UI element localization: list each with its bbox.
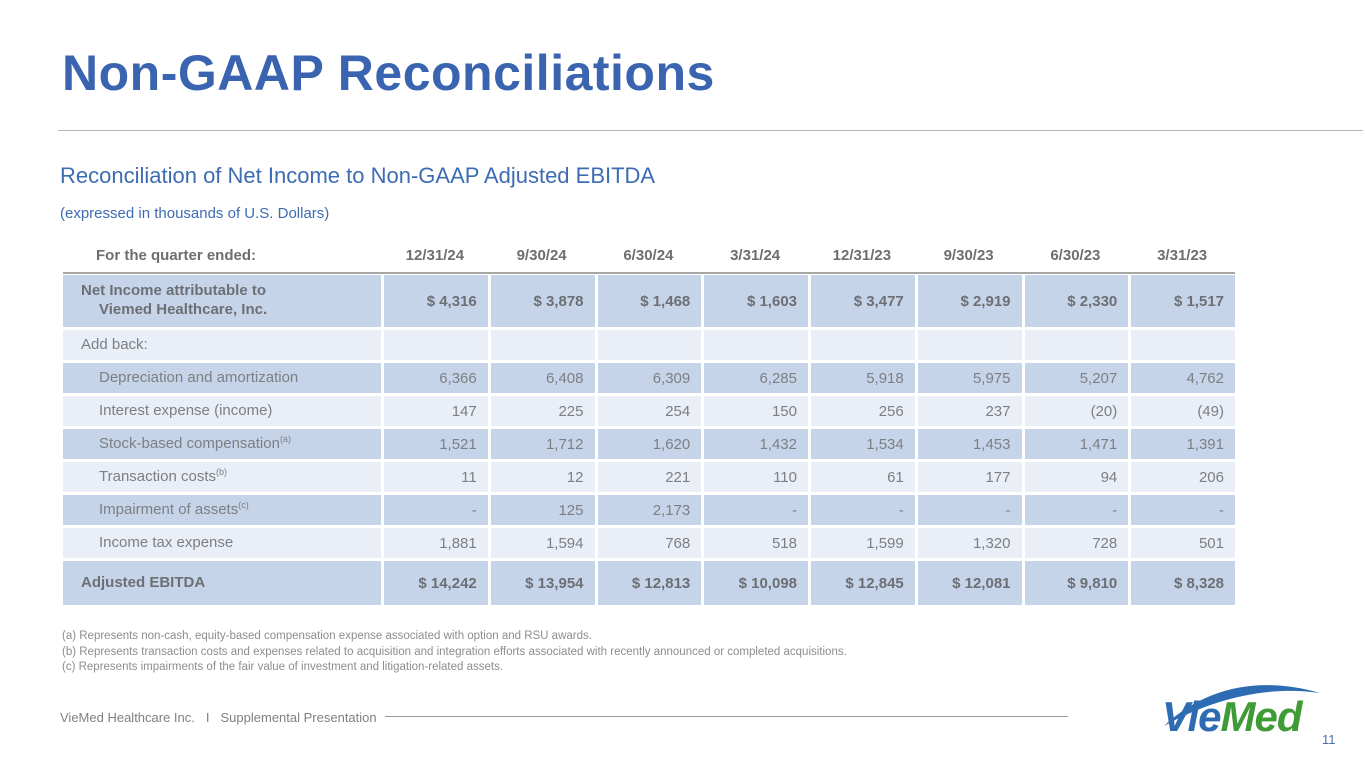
row-value: $ 9,810 — [1025, 561, 1129, 605]
row-value: 256 — [811, 396, 915, 426]
row-label: Transaction costs$^{(b)}$ — [63, 462, 381, 492]
row-value: 225 — [491, 396, 595, 426]
row-value: - — [918, 495, 1022, 525]
row-value: 237 — [918, 396, 1022, 426]
row-value — [1025, 330, 1129, 360]
table-header-row — [63, 238, 1235, 272]
row-value: $ 3,878 — [491, 275, 595, 327]
viemed-logo — [1160, 680, 1330, 754]
row-value: 728 — [1025, 528, 1129, 558]
row-label: Adjusted EBITDA — [63, 561, 381, 605]
row-value: 177 — [918, 462, 1022, 492]
footnote-a: (a) Represents non-cash, equity-based compensation expense associated with option and RSU awards. — [62, 630, 592, 642]
footer-divider — [385, 716, 1068, 717]
row-value — [918, 330, 1022, 360]
row-value: $ 3,477 — [811, 275, 915, 327]
row-value: $ 10,098 — [704, 561, 808, 605]
column-header: 12/31/23 — [832, 246, 892, 264]
logo-vie-text: Vie — [1162, 693, 1221, 740]
row-value: $ 12,081 — [918, 561, 1022, 605]
footer — [60, 693, 1365, 768]
table-header-label: For the quarter ended: — [96, 246, 257, 264]
row-value: 5,207 — [1025, 363, 1129, 393]
row-value: $ 13,954 — [491, 561, 595, 605]
row-value: 94 — [1025, 462, 1129, 492]
row-value: $ 1,517 — [1131, 275, 1235, 327]
row-value: - — [811, 495, 915, 525]
column-header: 6/30/23 — [1050, 246, 1101, 264]
row-value: 11 — [384, 462, 488, 492]
row-value: $ 12,813 — [598, 561, 702, 605]
row-value: 150 — [704, 396, 808, 426]
row-label: Stock-based compensation$^{(a)}$ — [63, 429, 381, 459]
row-value: $ 8,328 — [1131, 561, 1235, 605]
row-label: Add back: — [63, 330, 381, 360]
row-value: 221 — [598, 462, 702, 492]
row-value: 5,975 — [918, 363, 1022, 393]
row-value: - — [704, 495, 808, 525]
row-value: $ 14,242 — [384, 561, 488, 605]
row-value: 6,366 — [384, 363, 488, 393]
row-value: 501 — [1131, 528, 1235, 558]
subtitle: Reconciliation of Net Income to Non-GAAP Adjusted EBITDA — [60, 163, 656, 188]
row-value: $ 2,919 — [918, 275, 1022, 327]
reconciliation-table — [63, 238, 1235, 605]
row-value: 147 — [384, 396, 488, 426]
title-divider — [58, 130, 1363, 131]
logo-wordmark — [1162, 694, 1301, 740]
row-label: Income tax expense — [63, 528, 381, 558]
column-header: 3/31/23 — [1157, 246, 1208, 264]
row-value: 768 — [598, 528, 702, 558]
row-value: 5,918 — [811, 363, 915, 393]
row-value: $ 12,845 — [811, 561, 915, 605]
footer-company: VieMed Healthcare Inc. — [60, 710, 195, 725]
row-value: 206 — [1131, 462, 1235, 492]
footer-doc-title: Supplemental Presentation — [220, 710, 377, 725]
page-title: Non-GAAP Reconciliations — [62, 45, 715, 101]
footer-separator: I — [205, 710, 210, 725]
table-top-border — [63, 272, 1235, 274]
row-value: 6,408 — [491, 363, 595, 393]
footnote-marker: (a) — [279, 433, 291, 444]
table-body — [63, 275, 1235, 605]
row-value: $ 4,316 — [384, 275, 488, 327]
page-number: 11 — [1322, 732, 1336, 747]
footnote-marker: (c) — [238, 499, 249, 510]
row-value: 1,620 — [598, 429, 702, 459]
row-value — [1131, 330, 1235, 360]
row-value: 254 — [598, 396, 702, 426]
row-value: 1,320 — [918, 528, 1022, 558]
row-label: Impairment of assets$^{(c)}$ — [63, 495, 381, 525]
column-header: 12/31/24 — [405, 246, 465, 264]
row-value: 1,534 — [811, 429, 915, 459]
row-value: 125 — [491, 495, 595, 525]
column-header: 9/30/24 — [516, 246, 567, 264]
row-label: Interest expense (income) — [63, 396, 381, 426]
row-value — [491, 330, 595, 360]
row-value: 1,453 — [918, 429, 1022, 459]
row-value: 2,173 — [598, 495, 702, 525]
row-value: 1,712 — [491, 429, 595, 459]
row-value: $ 1,603 — [704, 275, 808, 327]
footnote-c: (c) Represents impairments of the fair value of investment and litigation-related assets. — [62, 661, 504, 674]
row-value: 1,881 — [384, 528, 488, 558]
row-value: 1,599 — [811, 528, 915, 558]
row-value: (20) — [1025, 396, 1129, 426]
row-value: - — [1131, 495, 1235, 525]
column-header: 3/31/24 — [730, 246, 781, 264]
row-value: 6,309 — [598, 363, 702, 393]
row-value: $ 1,468 — [598, 275, 702, 327]
footer-text — [60, 710, 377, 725]
row-value: 4,762 — [1131, 363, 1235, 393]
row-value: 1,471 — [1025, 429, 1129, 459]
row-value: 1,391 — [1131, 429, 1235, 459]
footnotes — [62, 629, 847, 676]
row-value: (49) — [1131, 396, 1235, 426]
row-value — [811, 330, 915, 360]
row-value: 1,521 — [384, 429, 488, 459]
row-label: Net Income attributable to Viemed Healthcare, Inc. — [63, 275, 381, 327]
row-value — [598, 330, 702, 360]
row-value: 1,594 — [491, 528, 595, 558]
row-label: Depreciation and amortization — [63, 363, 381, 393]
row-value: 61 — [811, 462, 915, 492]
footnote-b: (b) Represents transaction costs and expenses related to acquisition and integration efforts associated with recently announced or completed acquisitions. — [62, 645, 847, 658]
units-note: (expressed in thousands of U.S. Dollars) — [60, 205, 330, 222]
row-value: - — [1025, 495, 1129, 525]
logo-med-text: Med — [1220, 693, 1302, 740]
row-value — [704, 330, 808, 360]
row-value: 110 — [704, 462, 808, 492]
row-value: - — [384, 495, 488, 525]
column-header: 9/30/23 — [943, 246, 994, 264]
row-value: 6,285 — [704, 363, 808, 393]
row-value: 1,432 — [704, 429, 808, 459]
row-value: 12 — [491, 462, 595, 492]
row-value: 518 — [704, 528, 808, 558]
row-value: $ 2,330 — [1025, 275, 1129, 327]
column-header: 6/30/24 — [623, 246, 674, 264]
footnote-marker: (b) — [216, 466, 227, 477]
row-value — [384, 330, 488, 360]
